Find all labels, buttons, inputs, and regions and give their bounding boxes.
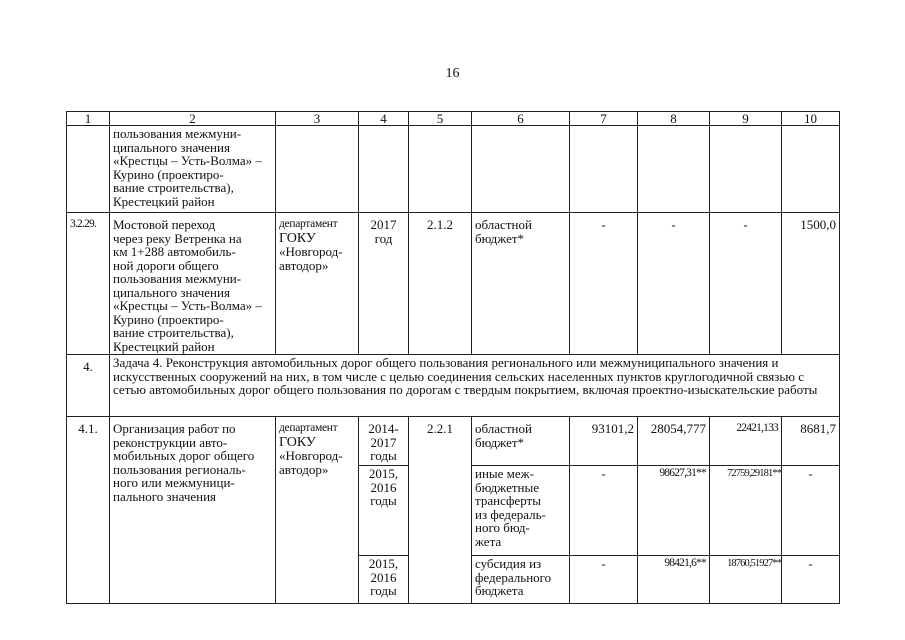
cell-c9 (710, 126, 782, 213)
cell-year: 2014- 2017 годы (359, 417, 409, 466)
budget-table (66, 111, 840, 604)
cell-c10: - (782, 556, 840, 604)
cell-c10: - (782, 466, 840, 556)
cell-c8 (638, 126, 710, 213)
cell-dept (276, 126, 359, 213)
cell-c10: 1500,0 (782, 213, 840, 355)
cell-year: 2017 год (359, 213, 409, 355)
col-header-3: 3 (276, 112, 359, 126)
cell-year: 2015, 2016 годы (359, 466, 409, 556)
cell-code: 2.2.1 (409, 417, 472, 604)
cell-c8: 28054,777 (638, 417, 710, 466)
col-header-10: 10 (782, 112, 840, 126)
table-row-continued (67, 126, 840, 213)
table-row-3229 (67, 213, 840, 355)
cell-dept (276, 417, 359, 604)
col-header-5: 5 (409, 112, 472, 126)
col-header-9: 9 (710, 112, 782, 126)
cell-c7: 93101,2 (570, 417, 638, 466)
cell-dept (276, 213, 359, 355)
col-header-1: 1 (67, 112, 110, 126)
cell-c8: - (638, 213, 710, 355)
page-number: 16 (445, 66, 460, 81)
cell-source: иные меж- бюджетные трансферты из федераль- ного бюд- жета (472, 466, 570, 556)
dept-label: департамент (279, 218, 338, 230)
cell-year: 2015, 2016 годы (359, 556, 409, 604)
cell-num: 4.1. (67, 417, 110, 604)
cell-c9: 18760,51927** (710, 556, 782, 604)
cell-c10 (782, 126, 840, 213)
col-header-4: 4 (359, 112, 409, 126)
table-row-task4 (67, 355, 840, 417)
col-header-8: 8 (638, 112, 710, 126)
task-description: Задача 4. Реконструкция автомобильных дорог общего пользования регионального или межмуниципального значения и искусственных сооружений на них, в том числе с целью соединения сельских населенных пунктов круглогодичной связью с сетью автомобильных дорог общего пользования по дорогам с твердым покрытием, включая проектно-изыскательские работы (110, 355, 840, 417)
cell-source (472, 126, 570, 213)
cell-c7 (570, 126, 638, 213)
cell-code (409, 126, 472, 213)
dept-org: ГОКУ (279, 230, 316, 246)
cell-c7: - (570, 466, 638, 556)
cell-year (359, 126, 409, 213)
cell-num: 3.2.29. (67, 213, 110, 355)
cell-c7: - (570, 213, 638, 355)
cell-source: областной бюджет* (472, 213, 570, 355)
cell-num: 4. (67, 355, 110, 417)
cell-name: Организация работ по реконструкции авто- мобильных дорог общего пользования региональ- ного или межмуници- пального значения (110, 417, 276, 604)
cell-name: Мостовой переход через реку Ветренка на км 1+288 автомобиль- ной дороги общего пользования межмуни- ципального значения «Крестцы – Усть-Волма» – Курино (проектиро- вание строительства), Крестецкий район (110, 213, 276, 355)
cell-source: субсидия из федерального бюджета (472, 556, 570, 604)
dept-org-name: «Новгород- автодор» (279, 244, 343, 273)
cell-c8: 98421,6** (638, 556, 710, 604)
col-header-7: 7 (570, 112, 638, 126)
col-header-2: 2 (110, 112, 276, 126)
cell-c9: - (710, 213, 782, 355)
cell-c10: 8681,7 (782, 417, 840, 466)
cell-c8: 98627,31** (638, 466, 710, 556)
dept-label: департамент (279, 422, 338, 434)
cell-c7: - (570, 556, 638, 604)
cell-c9: 72759,29181** (710, 466, 782, 556)
cell-code: 2.1.2 (409, 213, 472, 355)
dept-org-name: «Новгород- автодор» (279, 448, 343, 477)
dept-org: ГОКУ (279, 434, 316, 450)
cell-name: пользования межмуни- ципального значения «Крестцы – Усть-Волма» – Курино (проектиро- вание строительства), Крестецкий район (110, 126, 276, 213)
col-header-6: 6 (472, 112, 570, 126)
cell-num (67, 126, 110, 213)
table-row-41-sub1 (67, 417, 840, 466)
column-number-row (67, 112, 840, 126)
cell-c9: 22421,133 (710, 417, 782, 466)
cell-source: областной бюджет* (472, 417, 570, 466)
